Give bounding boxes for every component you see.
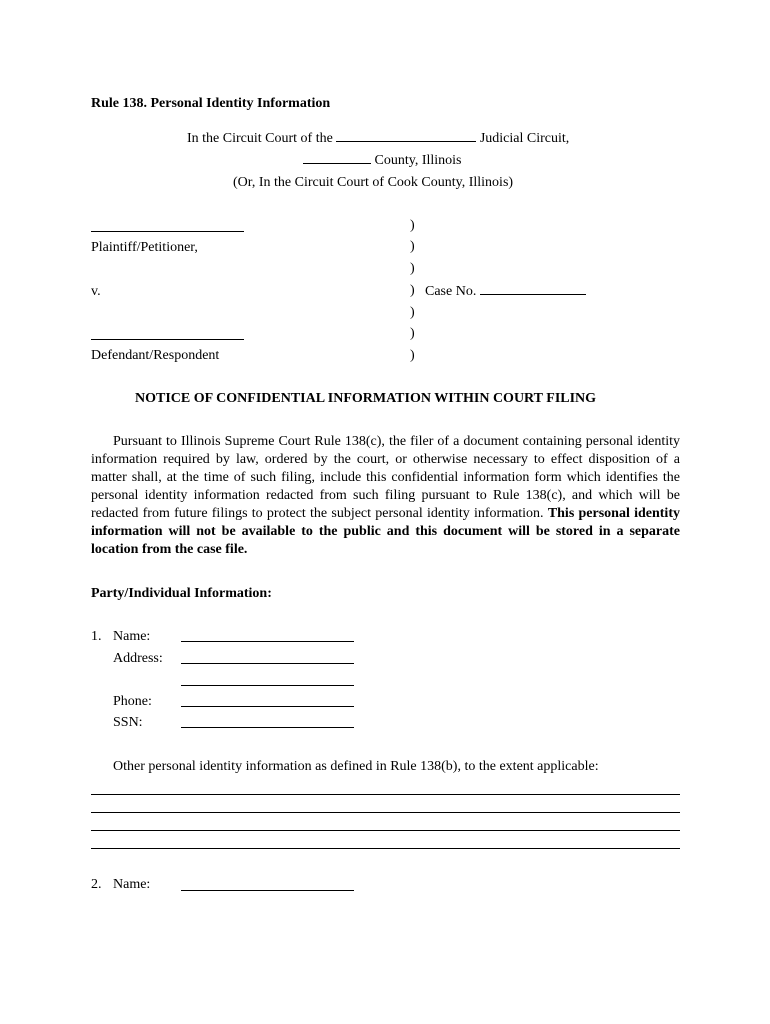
ssn-field[interactable] [181,727,354,728]
other-info-line-1[interactable] [91,794,680,795]
county-blank[interactable] [303,162,371,164]
name-field[interactable] [181,641,354,642]
other-info-line-3[interactable] [91,830,680,831]
phone-field[interactable] [181,706,354,707]
ssn-label: SSN: [113,715,143,730]
court-line-2 [303,152,462,170]
notice-paragraph [91,433,680,559]
caption-paren: ) [410,326,415,341]
other-info-line-4[interactable] [91,848,680,849]
caption-paren: ) [410,261,415,276]
case-no-label: Case No. [425,284,477,299]
defendant-blank[interactable] [91,339,244,340]
caption-paren: ) [410,239,415,254]
other-info-line-2[interactable] [91,812,680,813]
court-line-3: (Or, In the Circuit Court of Cook County, Illinois) [233,175,514,190]
address-field-1[interactable] [181,663,354,664]
caption-paren: ) [410,283,415,298]
phone-label: Phone: [113,694,152,709]
caption-paren: ) [410,348,415,363]
versus-label: v. [91,284,101,299]
item2-number: 2. [91,877,102,892]
caption-paren: ) [410,305,415,320]
address-label: Address: [113,651,163,666]
address-field-2[interactable] [181,685,354,686]
notice-title: NOTICE OF CONFIDENTIAL INFORMATION WITHIN COURT FILING [135,391,597,406]
case-number [425,283,586,301]
defendant-label: Defendant/Respondent [91,348,220,363]
name-label: Name: [113,629,151,644]
case-no-blank[interactable] [480,293,586,295]
plaintiff-blank[interactable] [91,231,244,232]
court-line-2-text: County, Illinois [374,153,462,168]
court-line-1-pre: In the Circuit Court of the [187,131,333,146]
judicial-circuit-blank[interactable] [336,140,476,142]
plaintiff-label: Plaintiff/Petitioner, [91,240,198,255]
item2-name-label: Name: [113,877,151,892]
party-heading: Party/Individual Information: [91,586,272,601]
court-line-1 [187,130,569,148]
item2-name-field[interactable] [181,890,354,891]
court-line-1-post: Judicial Circuit, [479,131,570,146]
rule-title: Rule 138. Personal Identity Information [91,96,331,111]
item1-number: 1. [91,629,102,644]
caption-paren: ) [410,218,415,233]
paragraph-bold: This personal identity information will not be available to the public and this document will be stored in a separate location from the case file. [91,506,680,557]
paragraph-normal: Pursuant to Illinois Supreme Court Rule 138(c), the filer of a document containing personal identity information required by law, ordered by the court, or otherwise necessary to effect disposition of a matter shall, at the time of such filing, include this confidential information form which identifies the personal identity information redacted from such filing pursuant to Rule 138(c), and which will be redacted from future filings to protect the subject personal identity information. [91,434,680,521]
other-info-label: Other personal identity information as defined in Rule 138(b), to the extent applicable: [113,759,599,774]
